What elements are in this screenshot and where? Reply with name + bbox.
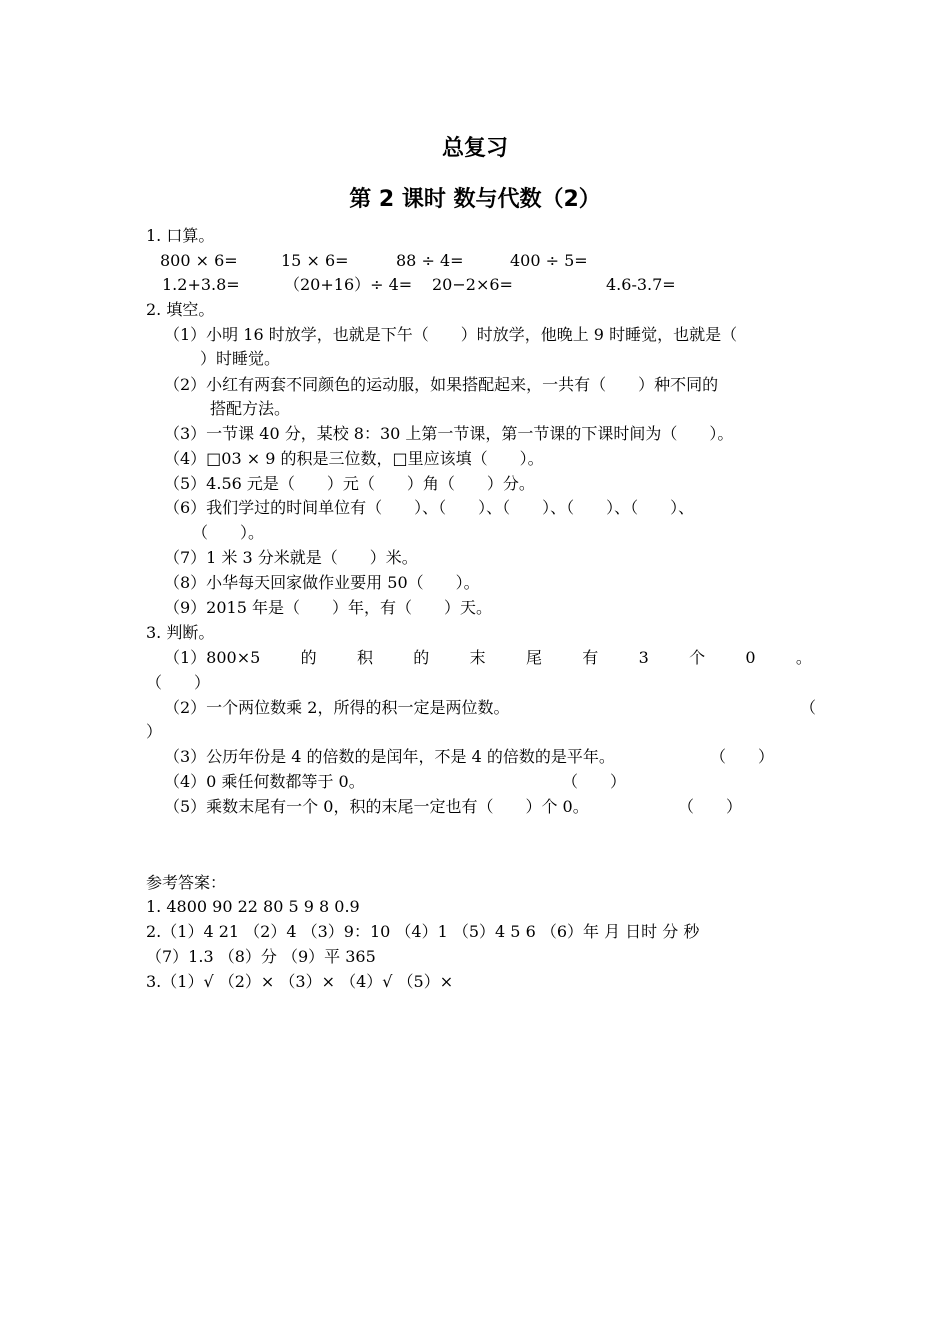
fill-question-cont: ）时睡觉。 — [200, 349, 281, 368]
fill-question: （7）1 米 3 分米就是（ ）米。 — [164, 548, 418, 567]
fill-question: （3）一节课 40 分，某校 8：30 上第一节课，第一节课的下课时间为（ ）。 — [164, 424, 734, 443]
judge-q3-answer-paren: （ ） — [710, 747, 775, 766]
judge-q1-part: 尾 — [525, 648, 542, 667]
section3-heading: 3. 判断。 — [146, 623, 215, 642]
judge-question-1 — [164, 647, 812, 669]
page-subtitle: 第 2 课时 数与代数（2） — [349, 187, 601, 212]
judge-q1-part: 。 — [795, 648, 812, 667]
judge-q1-part: 个 — [689, 648, 706, 667]
calc-item: 400 ÷ 5= — [510, 251, 588, 270]
answers-heading: 参考答案： — [146, 873, 227, 892]
judge-question-2: （2）一个两位数乘 2，所得的积一定是两位数。 — [164, 698, 510, 717]
answer-line-2: 2.（1）4 21 （2）4 （3）9：10 （4）1 （5）4 5 6 （6）年 月 日时 分 秒 — [146, 922, 700, 941]
fill-question-cont: （ ）。 — [192, 523, 265, 542]
judge-q4-answer-paren: （ ） — [562, 772, 627, 791]
judge-q1-part: （1）800×5 — [164, 648, 261, 667]
calc-item: （20+16）÷ 4= — [284, 275, 413, 294]
page-title: 总复习 — [441, 136, 508, 161]
judge-q1-part: 0 — [745, 648, 756, 667]
judge-q5-answer-paren: （ ） — [678, 797, 743, 816]
section1-heading: 1. 口算。 — [146, 226, 215, 245]
section2-heading: 2. 填空。 — [146, 300, 215, 319]
calc-item: 4.6-3.7= — [606, 275, 676, 294]
fill-question: （8）小华每天回家做作业要用 50（ ）。 — [164, 573, 480, 592]
calc-item: 1.2+3.8= — [162, 275, 240, 294]
judge-q1-part: 3 — [638, 648, 649, 667]
judge-q2-paren-close: ） — [146, 722, 163, 741]
fill-question-cont: 搭配方法。 — [210, 399, 291, 418]
answer-line-1: 1. 4800 90 22 80 5 9 8 0.9 — [146, 897, 360, 916]
fill-question: （5）4.56 元是（ ）元（ ）角（ ）分。 — [164, 474, 535, 493]
judge-q1-part: 末 — [469, 648, 486, 667]
calc-item: 15 × 6= — [281, 251, 349, 270]
judge-q1-part: 的 — [300, 648, 317, 667]
judge-question-4: （4）0 乘任何数都等于 0。 — [164, 772, 365, 791]
fill-question: （1）小明 16 时放学，也就是下午（ ）时放学，他晚上 9 时睡觉，也就是（ — [164, 325, 738, 344]
answer-line-3: 3.（1）√ （2）× （3）× （4）√ （5）× — [146, 972, 454, 991]
calc-item: 88 ÷ 4= — [396, 251, 464, 270]
judge-q2-paren-open: （ — [800, 698, 817, 717]
judge-question-5: （5）乘数末尾有一个 0，积的末尾一定也有（ ）个 0。 — [164, 797, 589, 816]
judge-q1-part: 积 — [356, 648, 373, 667]
judge-q1-part: 有 — [582, 648, 599, 667]
answer-line-2-cont: （7）1.3 （8）分 （9）平 365 — [146, 947, 376, 966]
fill-question: （2）小红有两套不同颜色的运动服，如果搭配起来，一共有（ ）种不同的 — [164, 375, 719, 394]
calc-item: 20−2×6= — [432, 275, 513, 294]
fill-question: （4）□03 × 9 的积是三位数，□里应该填（ ）。 — [164, 449, 544, 468]
judge-q1-answer-paren: （ ） — [146, 673, 211, 692]
calc-item: 800 × 6= — [160, 251, 238, 270]
judge-question-3: （3）公历年份是 4 的倍数的是闰年，不是 4 的倍数的是平年。 — [164, 747, 615, 766]
fill-question: （9）2015 年是（ ）年，有（ ）天。 — [164, 598, 492, 617]
judge-q1-part: 的 — [413, 648, 430, 667]
fill-question: （6）我们学过的时间单位有（ ）、（ ）、（ ）、（ ）、（ ）、 — [164, 498, 695, 517]
